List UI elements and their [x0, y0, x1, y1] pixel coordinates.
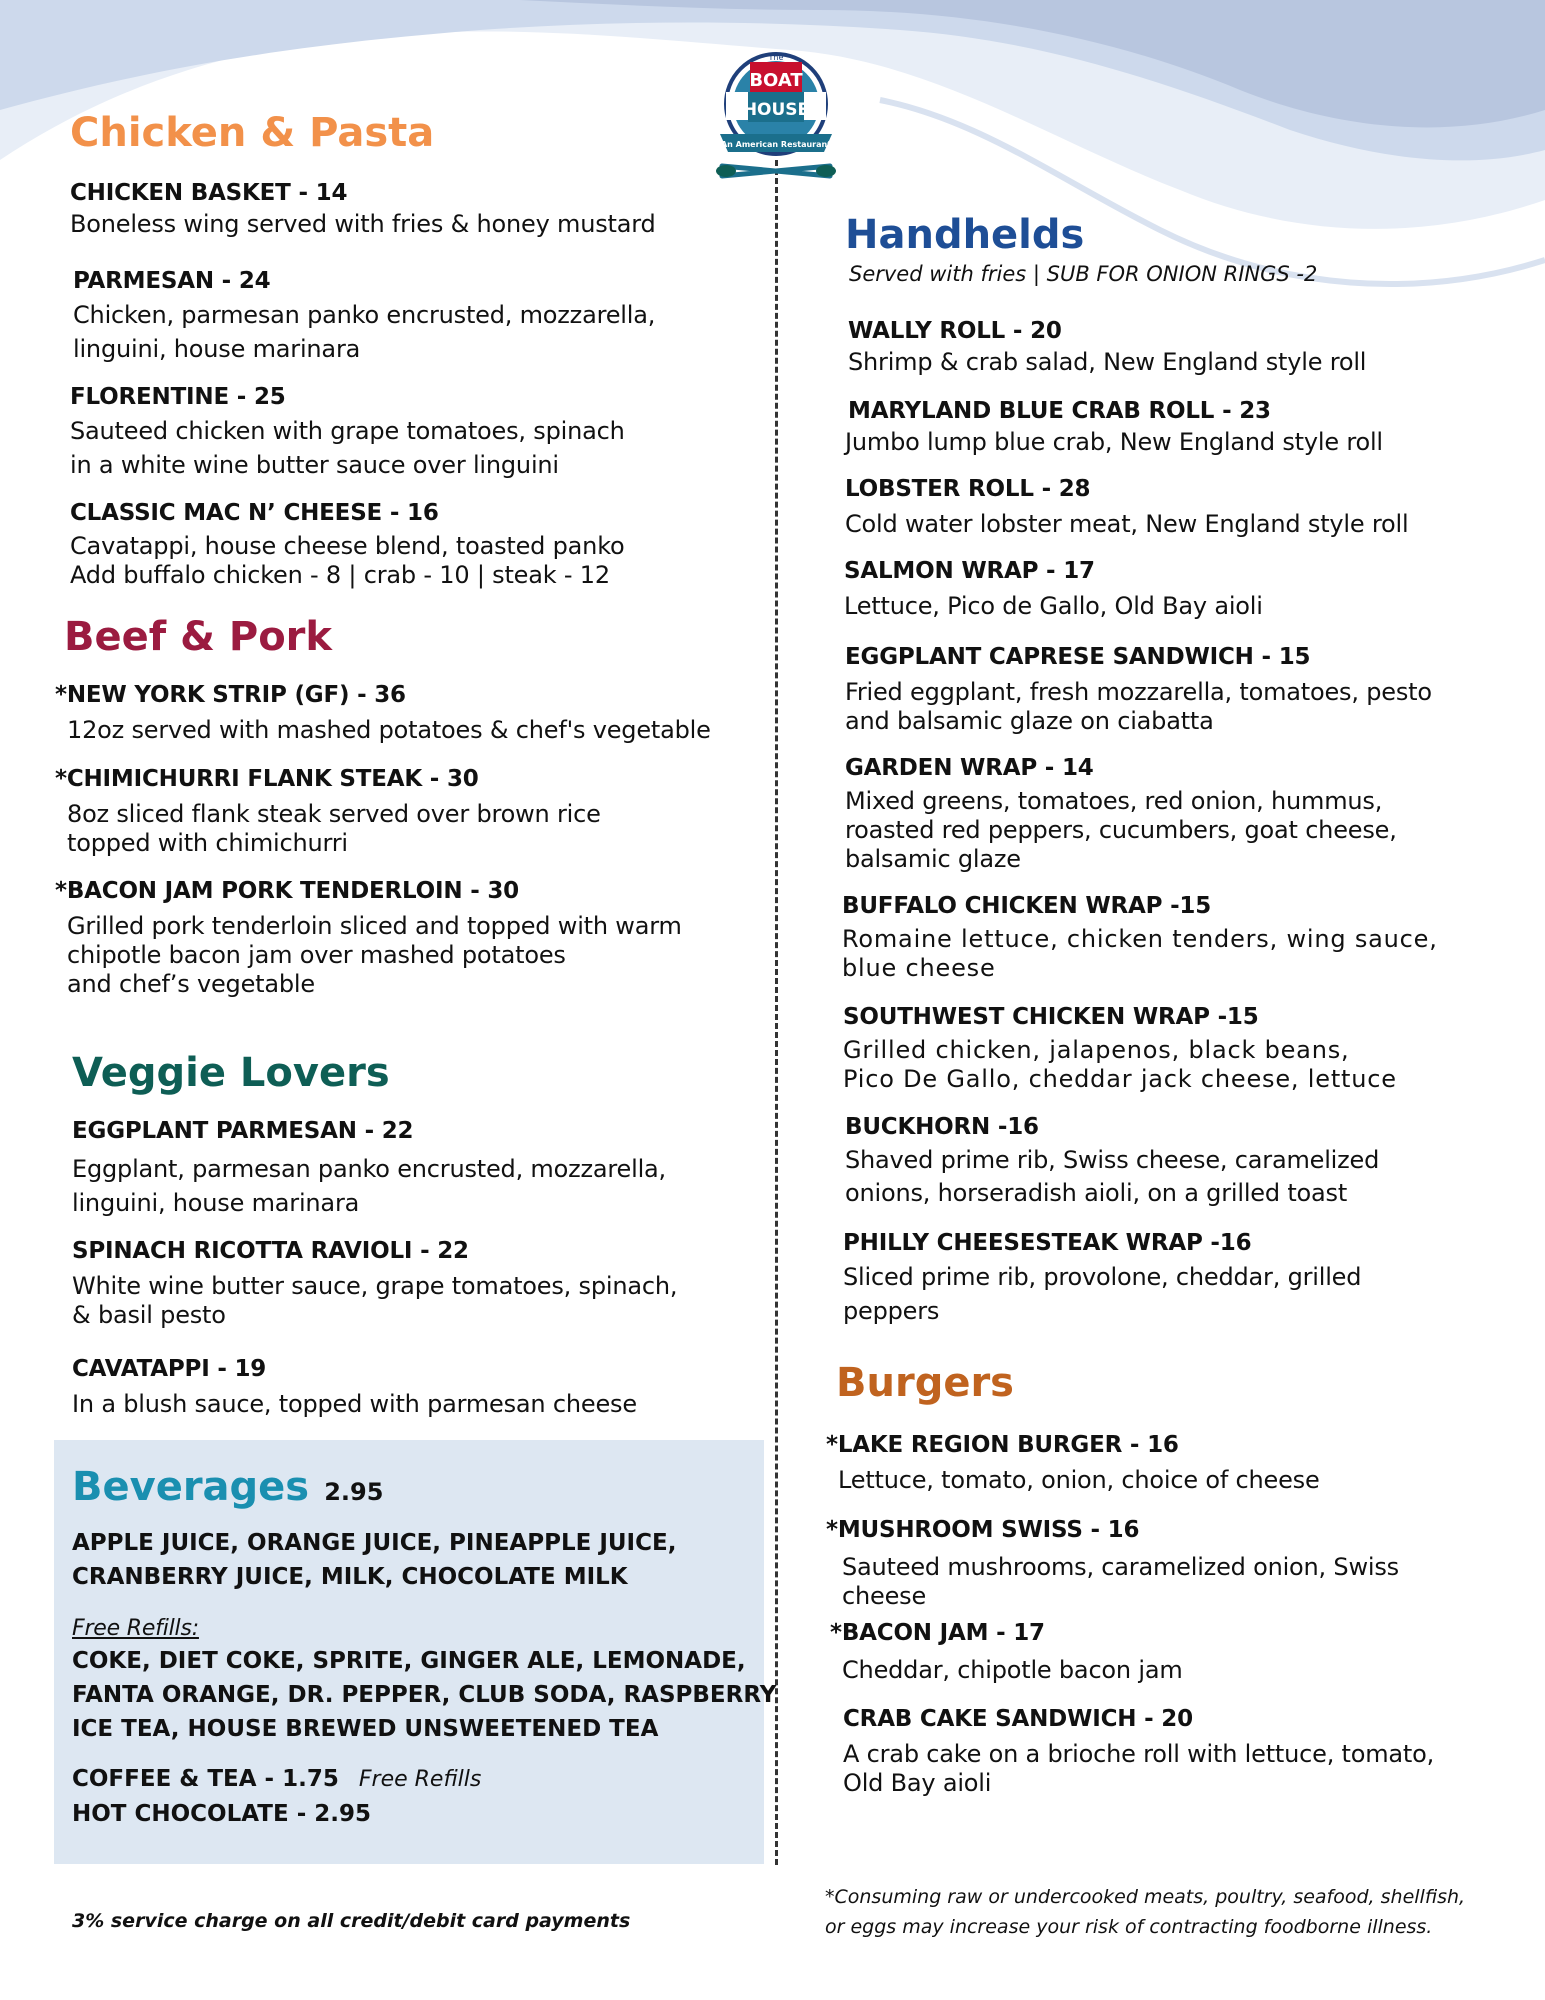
- menu-item: [843, 1706, 1434, 1798]
- juice-list: [72, 1526, 676, 1594]
- svg-text:BOAT: BOAT: [749, 70, 803, 91]
- item-description: Cavatappi, house cheese blend, toasted panko: [70, 532, 625, 560]
- item-description: Add buffalo chicken - 8 | crab - 10 | steak - 12: [70, 561, 610, 589]
- handhelds-subtitle: Served with fries | SUB FOR ONION RINGS -2: [849, 262, 1318, 286]
- item-description: 12oz served with mashed potatoes & chef's vegetable: [67, 716, 711, 744]
- boathouse-logo: [712, 48, 840, 188]
- menu-item: [72, 1238, 677, 1330]
- item-description: balsamic glaze: [845, 845, 1021, 873]
- menu-item: [55, 766, 601, 858]
- service-charge-note: [72, 1910, 630, 1932]
- section-title-beef-pork: Beef & Pork: [64, 614, 333, 660]
- coffee-line: [72, 1762, 481, 1797]
- item-description: Sliced prime rib, provolone, cheddar, grilled: [843, 1263, 1362, 1291]
- free-refills-label: Free Refills:: [72, 1616, 199, 1641]
- item-description: Lettuce, tomato, onion, choice of cheese: [838, 1466, 1320, 1494]
- juice-line: APPLE JUICE, ORANGE JUICE, PINEAPPLE JUICE,: [72, 1530, 677, 1556]
- item-description: Cheddar, chipotle bacon jam: [842, 1656, 1183, 1684]
- item-name: WALLY ROLL - 20: [848, 318, 1062, 344]
- svg-text:The: The: [768, 53, 784, 62]
- item-name: CHICKEN BASKET - 14: [70, 180, 348, 206]
- item-description: in a white wine butter sauce over linguini: [70, 451, 559, 479]
- menu-item: [845, 644, 1432, 736]
- chicken-pasta-section: [70, 110, 434, 156]
- beef-pork-section: [64, 614, 332, 660]
- item-description: and balsamic glaze on ciabatta: [845, 707, 1214, 735]
- section-title-beverages: Beverages: [72, 1464, 310, 1510]
- item-description: Sauteed mushrooms, caramelized onion, Swiss: [842, 1553, 1399, 1581]
- item-description: Cold water lobster meat, New England style roll: [845, 510, 1409, 538]
- menu-item: [842, 893, 1438, 983]
- item-description: Old Bay aioli: [843, 1769, 992, 1797]
- menu-item: [845, 476, 1408, 539]
- item-description: chipotle bacon jam over mashed potatoes: [67, 941, 566, 969]
- soda-line: ICE TEA, HOUSE BREWED UNSWEETENED TEA: [72, 1716, 659, 1742]
- item-description: Lettuce, Pico de Gallo, Old Bay aioli: [844, 592, 1263, 620]
- item-description: In a blush sauce, topped with parmesan cheese: [72, 1390, 637, 1418]
- item-name: *BACON JAM - 17: [830, 1620, 1045, 1646]
- item-name: *NEW YORK STRIP (GF) - 36: [55, 682, 406, 708]
- item-description: White wine butter sauce, grape tomatoes, spinach,: [72, 1272, 678, 1300]
- item-description: A crab cake on a brioche roll with lettuce, tomato,: [843, 1740, 1435, 1768]
- item-name: FLORENTINE - 25: [70, 384, 286, 410]
- item-description: Pico De Gallo, cheddar jack cheese, lettuce: [843, 1065, 1397, 1093]
- disclaimer-line: *Consuming raw or undercooked meats, poultry, seafood, shellfish,: [825, 1886, 1466, 1908]
- item-name: CRAB CAKE SANDWICH - 20: [843, 1706, 1193, 1732]
- menu-item: [845, 1114, 1379, 1210]
- menu-item: [72, 1356, 637, 1419]
- item-description: Grilled pork tenderloin sliced and topped with warm: [67, 912, 682, 940]
- item-name: *MUSHROOM SWISS - 16: [826, 1517, 1140, 1543]
- beverages-header: [72, 1464, 383, 1510]
- menu-item: [70, 180, 656, 239]
- item-name: *LAKE REGION BURGER - 16: [826, 1432, 1179, 1458]
- item-name: CAVATAPPI - 19: [72, 1356, 267, 1382]
- veggie-section: [72, 1050, 390, 1096]
- menu-item: [55, 878, 682, 999]
- menu-item: [845, 755, 1397, 874]
- menu-item: [70, 384, 625, 482]
- menu-item: [826, 1517, 1399, 1611]
- menu-item: [843, 1230, 1361, 1328]
- column-divider: [775, 160, 778, 1865]
- menu-item: [844, 558, 1263, 621]
- item-description: Eggplant, parmesan panko encrusted, mozzarella,: [72, 1155, 666, 1183]
- menu-item: [843, 1004, 1397, 1094]
- hot-drinks: [72, 1762, 481, 1831]
- item-name: SOUTHWEST CHICKEN WRAP -15: [843, 1004, 1259, 1030]
- section-title-veggie-lovers: Veggie Lovers: [72, 1050, 390, 1096]
- item-description: Jumbo lump blue crab, New England style roll: [845, 428, 1383, 456]
- item-description: Shaved prime rib, Swiss cheese, caramelized: [845, 1146, 1380, 1174]
- juice-line: CRANBERRY JUICE, MILK, CHOCOLATE MILK: [72, 1564, 628, 1590]
- item-name: BUFFALO CHICKEN WRAP -15: [842, 893, 1212, 919]
- menu-item: [845, 398, 1383, 457]
- menu-item: [72, 1118, 666, 1220]
- item-description: cheese: [842, 1582, 927, 1610]
- item-description: Shrimp & crab salad, New England style roll: [848, 348, 1367, 376]
- menu-item: [848, 318, 1366, 377]
- item-name: CLASSIC MAC N’ CHEESE - 16: [70, 500, 439, 526]
- coffee-tea-price: COFFEE & TEA - 1.75: [72, 1766, 339, 1792]
- item-description: Chicken, parmesan panko encrusted, mozzarella,: [73, 301, 656, 329]
- section-title-chicken-pasta: Chicken & Pasta: [70, 110, 435, 156]
- item-name: PHILLY CHEESESTEAK WRAP -16: [843, 1230, 1252, 1256]
- item-name: LOBSTER ROLL - 28: [845, 476, 1091, 502]
- item-name: EGGPLANT CAPRESE SANDWICH - 15: [845, 644, 1311, 670]
- menu-item: [70, 500, 625, 590]
- item-description: Fried eggplant, fresh mozzarella, tomatoes, pesto: [845, 678, 1432, 706]
- item-description: linguini, house marinara: [73, 335, 361, 363]
- item-description: Romaine lettuce, chicken tenders, wing sauce,: [842, 925, 1438, 953]
- item-name: *BACON JAM PORK TENDERLOIN - 30: [55, 878, 519, 904]
- item-name: *CHIMICHURRI FLANK STEAK - 30: [55, 766, 479, 792]
- item-name: SPINACH RICOTTA RAVIOLI - 22: [72, 1238, 469, 1264]
- item-description: linguini, house marinara: [72, 1189, 360, 1217]
- disclaimer-line: or eggs may increase your risk of contracting foodborne illness.: [825, 1916, 1433, 1938]
- section-title-burgers: Burgers: [836, 1360, 1014, 1406]
- menu-item: [55, 682, 711, 745]
- item-name: SALMON WRAP - 17: [844, 558, 1095, 584]
- menu-item: [73, 268, 655, 366]
- food-safety-disclaimer: [825, 1882, 1465, 1942]
- item-description: and chef’s vegetable: [67, 970, 315, 998]
- item-description: Boneless wing served with fries & honey mustard: [70, 210, 656, 238]
- svg-text:HOUSE: HOUSE: [742, 100, 810, 120]
- item-description: blue cheese: [842, 954, 996, 982]
- section-title-handhelds: Handhelds: [845, 212, 1085, 258]
- service-charge-text: 3% service charge on all credit/debit card payments: [72, 1910, 631, 1932]
- item-description: roasted red peppers, cucumbers, goat cheese,: [845, 816, 1397, 844]
- svg-text:An American Restaurant: An American Restaurant: [720, 140, 832, 149]
- item-description: Mixed greens, tomatoes, red onion, hummus,: [845, 787, 1383, 815]
- item-description: peppers: [843, 1297, 940, 1325]
- item-description: Grilled chicken, jalapenos, black beans,: [843, 1036, 1350, 1064]
- item-name: MARYLAND BLUE CRAB ROLL - 23: [848, 398, 1271, 424]
- coffee-refills-note: Free Refills: [358, 1767, 482, 1792]
- item-name: BUCKHORN -16: [845, 1114, 1039, 1140]
- item-description: topped with chimichurri: [67, 829, 348, 857]
- item-description: onions, horseradish aioli, on a grilled toast: [845, 1179, 1348, 1207]
- item-name: EGGPLANT PARMESAN - 22: [72, 1118, 414, 1144]
- item-name: PARMESAN - 24: [73, 268, 271, 294]
- item-description: Sauteed chicken with grape tomatoes, spinach: [70, 417, 625, 445]
- handhelds-section: [845, 212, 1317, 286]
- hot-chocolate-line: HOT CHOCOLATE - 2.95: [72, 1801, 371, 1827]
- item-name: GARDEN WRAP - 14: [845, 755, 1094, 781]
- burgers-section: [836, 1360, 1014, 1406]
- menu-item: [830, 1620, 1183, 1685]
- beverages-price: 2.95: [324, 1478, 384, 1506]
- item-description: 8oz sliced flank steak served over brown rice: [67, 800, 601, 828]
- item-description: & basil pesto: [72, 1301, 226, 1329]
- soda-line: COKE, DIET COKE, SPRITE, GINGER ALE, LEMONADE,: [72, 1648, 746, 1674]
- soda-line: FANTA ORANGE, DR. PEPPER, CLUB SODA, RASPBERRY: [72, 1682, 777, 1708]
- menu-item: [826, 1432, 1320, 1495]
- soda-list: [72, 1614, 776, 1746]
